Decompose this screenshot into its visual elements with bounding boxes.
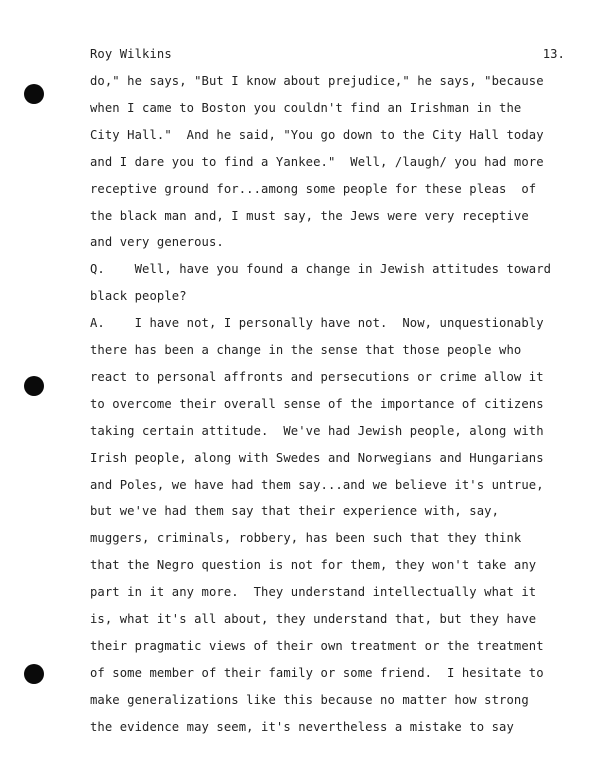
- text-line: the evidence may seem, it's nevertheless a mistake to say: [90, 719, 514, 734]
- page-header: [90, 47, 565, 65]
- text-line: muggers, criminals, robbery, has been such that they think: [90, 531, 522, 546]
- binder-hole-top: [24, 84, 44, 104]
- page-number: 13.: [542, 47, 565, 61]
- answer-line: A. I have not, I personally have not. Now, unquestionably: [90, 316, 544, 331]
- binder-hole-bottom: [24, 664, 44, 684]
- text-line: and Poles, we have had them say...and we believe it's untrue,: [90, 477, 544, 492]
- text-line: make generalizations like this because no matter how strong: [90, 692, 529, 707]
- text-line: part in it any more. They understand intellectually what it: [90, 585, 537, 600]
- text-line: the black man and, I must say, the Jews were very receptive: [90, 208, 529, 223]
- text-line: and I dare you to find a Yankee." Well, /laugh/ you had more: [90, 154, 544, 169]
- text-line: receptive ground for...among some people for these pleas of: [90, 181, 537, 196]
- question-line: Q. Well, have you found a change in Jewish attitudes toward: [90, 262, 552, 277]
- text-line: City Hall." And he said, "You go down to the City Hall today: [90, 127, 544, 142]
- text-line: there has been a change in the sense that those people who: [90, 343, 522, 357]
- text-line: when I came to Boston you couldn't find an Irishman in the: [90, 100, 522, 115]
- header-speaker-name: Roy Wilkins: [90, 47, 172, 61]
- text-line: react to personal affronts and persecutions or crime allow it: [90, 369, 544, 384]
- text-line: is, what it's all about, they understand that, but they have: [90, 612, 537, 626]
- text-line: their pragmatic views of their own treatment or the treatment: [90, 638, 544, 653]
- text-line: and very generous.: [90, 235, 224, 250]
- text-line: but we've had them say that their experience with, say,: [90, 504, 500, 519]
- text-line: taking certain attitude. We've had Jewish people, along with: [90, 423, 544, 438]
- text-line: black people?: [90, 289, 187, 304]
- text-line: to overcome their overall sense of the importance of citizens: [90, 396, 544, 411]
- text-line: Irish people, along with Swedes and Norwegians and Hungarians: [90, 450, 544, 465]
- binder-hole-middle: [24, 376, 44, 396]
- text-line: of some member of their family or some friend. I hesitate to: [90, 665, 544, 680]
- text-line: that the Negro question is not for them, they won't take any: [90, 558, 537, 573]
- text-line: do," he says, "But I know about prejudice," he says, "because: [90, 74, 544, 88]
